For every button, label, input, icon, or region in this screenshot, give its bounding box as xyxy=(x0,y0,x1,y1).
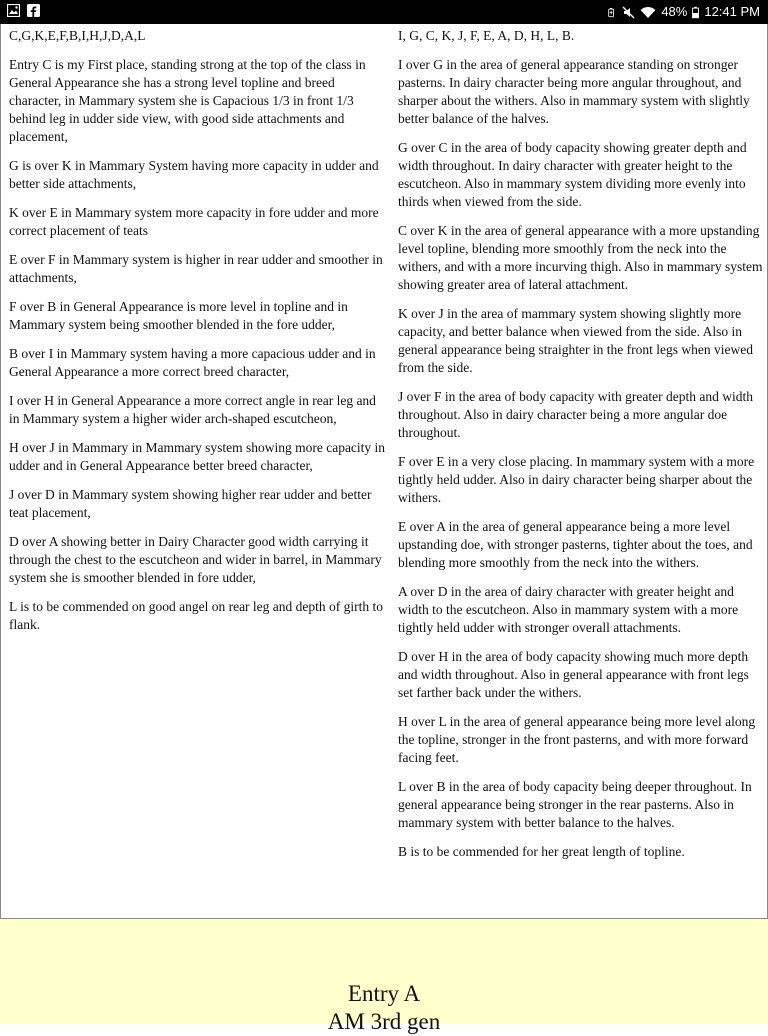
reason-paragraph: F over E in a very close placing. In mammary system with a more tightly held udder. Also in dairy character being sharper about the withers. xyxy=(398,454,755,505)
wifi-icon xyxy=(640,6,656,19)
left-placing: C,G,K,E,F,B,I,H,J,D,A,L xyxy=(9,28,146,43)
reason-paragraph: H over J in Mammary in Mammary system showing more capacity in udder and in General Appearance better breed character, xyxy=(9,440,386,473)
reason-paragraph: B over I in Mammary system having a more capacious udder and in General Appearance a more correct breed character, xyxy=(9,346,376,379)
facebook-icon xyxy=(27,4,40,17)
reason-paragraph: D over A showing better in Dairy Character good width carrying it through the chest to the escutcheon and wider in barrel, in Mammary system she is smoother blended in fore udder, xyxy=(9,534,382,585)
clock: 12:41 PM xyxy=(704,4,760,19)
entry-subtitle: AM 3rd gen xyxy=(327,1009,441,1034)
reason-paragraph: I over H in General Appearance a more correct angle in rear leg and in Mammary system a higher wider arch-shaped escutcheon, xyxy=(9,393,376,426)
reason-paragraph: J over F in the area of body capacity with greater depth and width throughout. Also in dairy character being a more angular doe throughout. xyxy=(398,389,754,440)
reason-paragraph: G over C in the area of body capacity showing greater depth and width throughout. In dairy character with greater height to the escutcheon. Also in mammary system dividing more evenly into thirds when viewed from the side. xyxy=(398,140,747,209)
reason-paragraph: G is over K in Mammary System having more capacity in udder and better side attachments, xyxy=(9,158,379,191)
notification-icons xyxy=(7,4,40,17)
system-indicators xyxy=(608,4,760,20)
entry-title: Entry A xyxy=(347,981,421,1006)
battery-percent: 48% xyxy=(661,4,688,19)
left-reasons-column xyxy=(9,24,387,645)
reason-paragraph: H over L in the area of general appearance being more level along the topline, stronger in the front pasterns, and with more forward facing feet. xyxy=(398,714,756,765)
reason-paragraph: E over F in Mammary system is higher in rear udder and smoother in attachments, xyxy=(9,252,383,285)
reason-paragraph: K over J in the area of mammary system showing slightly more capacity, and better balance when viewed from the side. Also in general appearance being straighter in the front legs when viewed from the side. xyxy=(398,306,753,375)
reasons-panel xyxy=(0,24,768,919)
battery-icon xyxy=(692,6,699,19)
reason-paragraph: B is to be commended for her great length of topline. xyxy=(398,844,685,859)
reason-paragraph: Entry C is my First place, standing strong at the top of the class in General Appearance she has a strong level topline and breed character, in Mammary system she is Capacious 1/3 in front 1/3 behind leg in udder side view, with good side attachments and placement, xyxy=(9,57,366,144)
reason-paragraph: E over A in the area of general appearance being a more level upstanding doe, with stronger pasterns, tighter about the toes, and blending more smoothly from the neck into the withers. xyxy=(398,519,753,570)
battery-saver-icon xyxy=(608,6,617,19)
reason-paragraph: C over K in the area of general appearance with a more upstanding level topline, blending more smoothly from the neck into the withers, and with a more incurving thigh. Also in mammary system showing greater area of lateral attachment. xyxy=(398,223,763,292)
right-placing: I, G, C, K, J, F, E, A, D, H, L, B. xyxy=(398,28,575,43)
reason-paragraph: A over D in the area of dairy character with greater height and width to the escutcheon. Also in mammary system with a more tightly held udder with stronger overall attachments. xyxy=(398,584,739,635)
reason-paragraph: K over E in Mammary system more capacity in fore udder and more correct placement of teats xyxy=(9,205,379,238)
right-reasons-column xyxy=(398,24,765,872)
reason-paragraph: L is to be commended on good angel on rear leg and depth of girth to flank. xyxy=(9,599,384,632)
reason-paragraph: D over H in the area of body capacity showing much more depth and width throughout. Also in general appearance with front legs set farther back under the withers. xyxy=(398,649,749,700)
mute-icon xyxy=(622,6,635,19)
reason-paragraph: L over B in the area of body capacity being deeper throughout. In general appearance being stronger in the rear pasterns. Also in mammary system with better balance to the halves. xyxy=(398,779,752,830)
reason-paragraph: I over G in the area of general appearance standing on stronger pasterns. In dairy character being more angular throughout, and sharper about the withers. Also in mammary system with slightly better balance of the halves. xyxy=(398,57,750,126)
status-bar xyxy=(0,0,768,24)
reason-paragraph: F over B in General Appearance is more level in topline and in Mammary system being smoother blended in the fore udder, xyxy=(9,299,348,332)
reason-paragraph: J over D in Mammary system showing higher rear udder and better teat placement, xyxy=(9,487,372,520)
gallery-icon xyxy=(7,4,20,17)
entry-card[interactable] xyxy=(0,919,768,1034)
